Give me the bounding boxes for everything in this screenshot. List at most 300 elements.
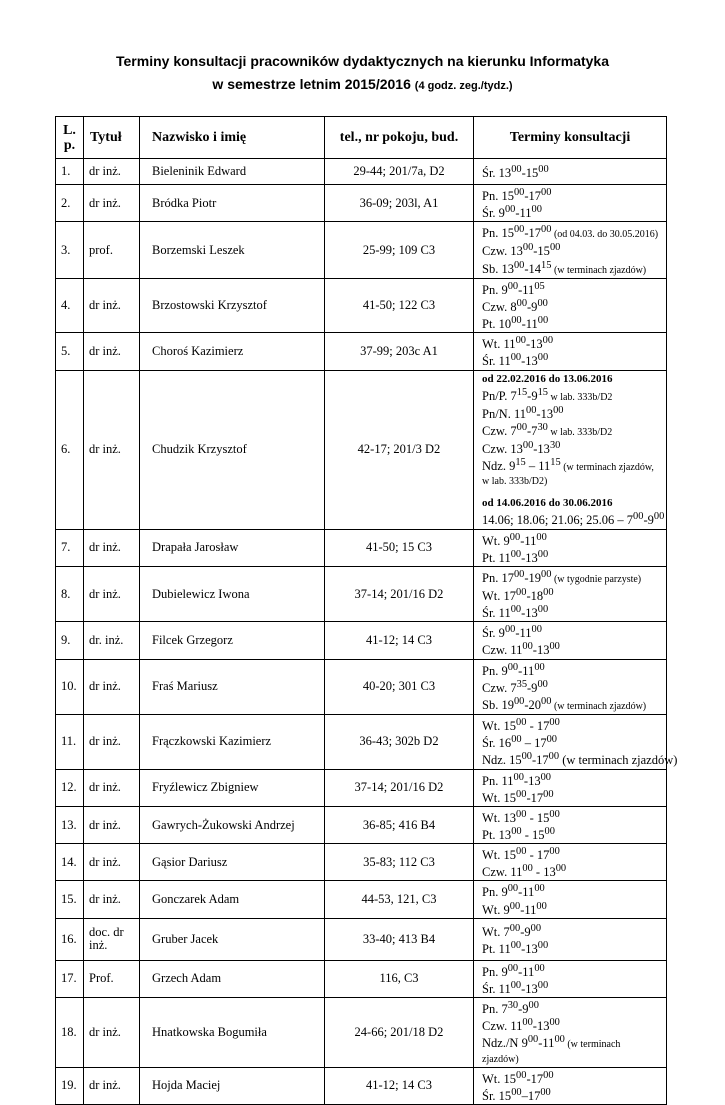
time-minutes: 00 [534, 962, 545, 974]
table-row [56, 918, 667, 960]
row-number: 17. [56, 960, 84, 997]
time-minutes: 30 [537, 421, 548, 433]
employee-name: Dubielewicz Iwona [140, 566, 325, 621]
term-line [482, 297, 663, 314]
term-text: Ndz./N 9 [482, 1036, 528, 1051]
time-minutes: 00 [534, 661, 545, 673]
table-row [56, 960, 667, 997]
term-text: -11 [538, 1036, 555, 1051]
term-line [482, 1086, 663, 1103]
row-number: 4. [56, 278, 84, 332]
academic-title: doc. dr inż. [84, 918, 140, 960]
term-text: -17 [524, 189, 542, 204]
phone-room-building: 37-14; 201/16 D2 [325, 769, 474, 806]
row-number: 10. [56, 659, 84, 714]
employee-name: Grzech Adam [140, 960, 325, 997]
phone-room-building: 36-43; 302b D2 [325, 715, 474, 769]
time-minutes: 15 [550, 457, 561, 469]
time-minutes: 00 [513, 224, 525, 236]
time-minutes: 00 [541, 695, 552, 707]
time-minutes: 00 [507, 661, 519, 673]
consultation-terms [474, 159, 667, 185]
consultation-terms [474, 1067, 667, 1104]
term-text: Pn. 15 [482, 226, 514, 241]
time-minutes: 00 [509, 923, 521, 935]
term-text: Wt. 7 [482, 925, 510, 940]
academic-title: dr inż. [84, 1067, 140, 1104]
row-number: 7. [56, 529, 84, 566]
time-minutes: 00 [510, 548, 522, 560]
time-minutes: 00 [513, 568, 525, 580]
term-text: –17 [521, 1088, 541, 1103]
time-minutes: 00 [511, 826, 522, 837]
employee-name: Borzemski Leszek [140, 222, 325, 278]
document-subtitle [0, 76, 725, 92]
employee-name: Gruber Jacek [140, 918, 325, 960]
term-line [482, 548, 663, 565]
term-line [482, 623, 663, 640]
term-text: -13 [523, 773, 541, 788]
time-minutes: 00 [553, 404, 564, 416]
consultation-table [55, 116, 678, 1105]
term-text: – 11 [525, 459, 551, 474]
term-text: -11 [521, 317, 538, 332]
consultation-terms [474, 185, 667, 222]
term-text: -11 [520, 902, 537, 917]
term-text: - 17 [526, 848, 550, 863]
term-text: (w terminach zjazdów) [559, 753, 678, 768]
table-row [56, 844, 667, 881]
phone-room-building: 37-99; 203c A1 [325, 333, 474, 370]
consultation-terms [474, 529, 667, 566]
academic-title: dr inż. [84, 370, 140, 529]
term-text: -9 [527, 680, 538, 695]
time-minutes: 05 [534, 280, 545, 292]
term-note: (w tygodnie parzyste) [551, 573, 642, 585]
title-line-1: Terminy konsultacji pracowników dydaktycznych na kierunku Informatyka [116, 53, 609, 69]
time-minutes: 00 [509, 531, 521, 543]
term-text: Wt. 15 [482, 1071, 517, 1086]
time-minutes: 00 [504, 624, 516, 636]
time-minutes: 00 [546, 734, 557, 746]
time-minutes: 00 [537, 678, 548, 690]
term-line [482, 939, 663, 956]
term-text: -17 [526, 790, 544, 805]
term-text: - 15 [526, 811, 550, 825]
term-line [482, 922, 663, 939]
time-minutes: 00 [543, 788, 554, 800]
term-line [482, 678, 663, 695]
time-minutes: 00 [536, 900, 547, 912]
phone-room-building: 24-66; 201/18 D2 [325, 998, 474, 1067]
date-range-heading: od 22.02.2016 do 13.06.2016 [482, 372, 613, 385]
term-line [482, 862, 663, 879]
term-line [482, 386, 663, 404]
time-minutes: 00 [541, 187, 552, 198]
term-line [482, 421, 663, 439]
term-text: -13 [536, 406, 554, 421]
table-row [56, 622, 667, 659]
term-text: Pn. 15 [482, 189, 514, 204]
term-text: Śr. 11 [482, 982, 511, 997]
time-minutes: 15 [516, 386, 528, 398]
time-minutes: 00 [549, 242, 561, 254]
employee-name: Chudzik Krzysztof [140, 370, 325, 529]
consultation-terms [474, 333, 667, 370]
time-minutes: 00 [548, 751, 560, 763]
term-text: -9 [520, 925, 531, 940]
term-text: Śr. 15 [482, 1088, 512, 1103]
term-line [482, 825, 663, 842]
academic-title: dr inż. [84, 844, 140, 881]
header-phone-room: tel., nr pokoju, bud. [325, 117, 474, 159]
term-note: (w terminach zjazdów, [560, 462, 654, 474]
term-text: - 13 [532, 865, 556, 880]
consultation-terms [474, 566, 667, 621]
term-line [482, 186, 663, 203]
row-number: 16. [56, 918, 84, 960]
time-minutes: 00 [513, 771, 524, 783]
term-text: -15 [521, 166, 539, 181]
term-text: -17 [524, 226, 542, 241]
academic-title: dr inż. [84, 881, 140, 918]
time-minutes: 00 [526, 404, 537, 416]
consultation-terms [474, 715, 678, 769]
term-text: Wt. 17 [482, 589, 517, 604]
row-number: 11. [56, 715, 84, 769]
time-minutes: 00 [541, 568, 552, 580]
term-line [482, 1069, 663, 1086]
time-minutes: 00 [515, 335, 526, 347]
time-minutes: 00 [516, 717, 527, 729]
time-minutes: 00 [522, 641, 533, 653]
table-row [56, 333, 667, 370]
time-minutes: 00 [537, 979, 549, 991]
term-line [482, 223, 663, 241]
term-text: Śr. 9 [482, 206, 505, 221]
term-line [482, 334, 663, 351]
term-text: Pn/N. 11 [482, 406, 526, 421]
term-line [482, 404, 663, 421]
time-minutes: 15 [541, 259, 552, 271]
row-number: 14. [56, 844, 84, 881]
term-text: -11 [518, 663, 535, 678]
term-text: Pt. 11 [482, 942, 511, 957]
row-number: 18. [56, 998, 84, 1067]
employee-name: Fryźlewicz Zbigniew [140, 769, 325, 806]
term-text: -7 [527, 424, 538, 439]
table-row [56, 566, 667, 621]
term-text: -11 [515, 206, 532, 221]
phone-room-building: 44-53, 121, C3 [325, 881, 474, 918]
time-minutes: 00 [537, 548, 549, 560]
time-minutes: 00 [549, 717, 560, 729]
title-line-2: w semestrze letnim 2015/2016 [212, 76, 411, 92]
consultation-terms [474, 659, 667, 714]
term-text: Wt. 9 [482, 902, 510, 917]
term-line [482, 1016, 663, 1033]
term-line [482, 241, 663, 258]
consultation-terms [474, 622, 667, 659]
header-name: Nazwisko i imię [140, 117, 325, 159]
time-minutes: 00 [516, 808, 527, 820]
table-row [56, 529, 667, 566]
header-lp: L. p. [56, 117, 84, 159]
time-minutes: 00 [527, 1034, 539, 1046]
term-text: Wt. 15 [482, 848, 517, 863]
term-line [482, 474, 663, 488]
term-text: Ndz. 9 [482, 459, 516, 474]
term-line [482, 568, 663, 586]
term-line [482, 496, 663, 510]
time-minutes: 00 [516, 297, 528, 309]
term-text: -13 [525, 337, 543, 352]
time-minutes: 35 [516, 678, 528, 690]
term-text: -11 [520, 533, 537, 548]
header-terms: Terminy konsultacji [474, 117, 667, 159]
time-minutes: 00 [522, 1017, 533, 1029]
employee-name: Brzostowski Krzysztof [140, 278, 325, 332]
term-text: Czw. 13 [482, 244, 523, 259]
table-row [56, 806, 667, 843]
time-minutes: 00 [531, 624, 542, 636]
phone-room-building: 35-83; 112 C3 [325, 844, 474, 881]
term-text: -17 [531, 753, 549, 768]
term-text: Pn. 7 [482, 1002, 508, 1017]
time-minutes: 00 [504, 204, 516, 216]
time-minutes: 00 [549, 1017, 560, 1029]
phone-room-building: 37-14; 201/16 D2 [325, 566, 474, 621]
time-minutes: 00 [516, 586, 527, 598]
term-text: Pn. 9 [482, 663, 508, 678]
term-text: Pn. 9 [482, 282, 508, 297]
phone-room-building: 41-50; 15 C3 [325, 529, 474, 566]
consultation-terms [474, 278, 667, 332]
time-minutes: 00 [521, 751, 532, 763]
employee-name: Gonczarek Adam [140, 881, 325, 918]
term-line [482, 586, 663, 603]
term-text: Ndz. 15 [482, 753, 522, 768]
term-note: (od 04.03. do 30.05.2016) [551, 229, 659, 241]
consultation-terms [474, 769, 667, 806]
term-line [482, 163, 663, 180]
row-number: 15. [56, 881, 84, 918]
time-minutes: 30 [507, 1000, 519, 1012]
consultation-terms [474, 881, 667, 918]
time-minutes: 00 [536, 531, 547, 543]
term-text: Czw. 11 [482, 643, 523, 658]
term-note: (w terminach zjazdów) [551, 264, 647, 276]
academic-title: dr inż. [84, 998, 140, 1067]
term-text: -14 [524, 261, 542, 276]
term-line [482, 750, 678, 768]
time-minutes: 00 [554, 1034, 565, 1046]
row-number: 13. [56, 806, 84, 843]
time-minutes: 00 [633, 511, 644, 523]
consultation-terms [474, 918, 667, 960]
phone-room-building: 25-99; 109 C3 [325, 222, 474, 278]
time-minutes: 00 [555, 863, 567, 875]
table-row [56, 1067, 667, 1104]
table-row [56, 278, 667, 332]
term-text: -18 [526, 589, 544, 604]
term-line [482, 845, 663, 862]
time-minutes: 00 [507, 280, 519, 292]
term-line [482, 900, 663, 917]
term-line [482, 808, 663, 825]
term-text: -13 [533, 442, 550, 457]
phone-room-building: 41-50; 122 C3 [325, 278, 474, 332]
academic-title: dr inż. [84, 185, 140, 222]
consultation-terms [474, 844, 667, 881]
term-note: w lab. 333b/D2) [482, 476, 548, 488]
title-hours-note: (4 godz. zeg./tydz.) [414, 80, 513, 92]
table-row [56, 159, 667, 185]
term-text: Śr. 16 [482, 736, 512, 751]
time-minutes: 00 [549, 641, 560, 653]
term-text: -13 [521, 606, 538, 621]
time-minutes: 00 [543, 586, 554, 598]
employee-name: Drapała Jarosław [140, 529, 325, 566]
term-text: 14.06; 18.06; 21.06; 25.06 – 7 [482, 513, 634, 528]
academic-title: dr inż. [84, 278, 140, 332]
term-line [482, 456, 663, 474]
term-text: -13 [521, 942, 538, 957]
term-line [482, 661, 663, 678]
table-row [56, 998, 667, 1067]
term-text: Wt. 13 [482, 811, 517, 825]
consultation-terms [474, 222, 667, 278]
time-minutes: 15 [537, 386, 548, 398]
term-text: Czw. 11 [482, 865, 523, 880]
academic-title: dr inż. [84, 159, 140, 185]
term-text: -15 [533, 244, 550, 259]
phone-room-building: 36-85; 416 B4 [325, 806, 474, 843]
term-text: -9 [518, 1002, 529, 1017]
row-number: 2. [56, 185, 84, 222]
time-minutes: 00 [653, 511, 665, 523]
row-number: 9. [56, 622, 84, 659]
time-minutes: 00 [511, 163, 522, 175]
academic-title: dr inż. [84, 566, 140, 621]
term-text: -9 [527, 300, 538, 315]
term-text: Pt. 11 [482, 550, 511, 565]
term-text: -20 [524, 698, 542, 713]
term-text: Pn. 9 [482, 885, 508, 900]
employee-name: Fraś Mariusz [140, 659, 325, 714]
academic-title: dr inż. [84, 806, 140, 843]
employee-name: Hojda Maciej [140, 1067, 325, 1104]
term-line [482, 882, 663, 899]
phone-room-building: 36-09; 203l, A1 [325, 185, 474, 222]
term-note: (w terminach zjazdów) [551, 701, 647, 713]
table-row [56, 370, 667, 529]
term-text: Wt. 9 [482, 533, 510, 548]
term-text: - 17 [526, 719, 550, 734]
employee-name: Gąsior Dariusz [140, 844, 325, 881]
term-text: Wt. 15 [482, 790, 517, 805]
term-text: -11 [518, 885, 535, 900]
term-line [482, 962, 663, 979]
term-text: - 15 [521, 828, 545, 843]
term-text: – 17 [521, 736, 547, 751]
term-text: Śr. 9 [482, 626, 505, 641]
term-text: Czw. 13 [482, 442, 523, 457]
time-minutes: 00 [513, 187, 525, 198]
row-number: 3. [56, 222, 84, 278]
time-minutes: 00 [537, 604, 549, 616]
term-text: -11 [518, 964, 535, 979]
row-number: 6. [56, 370, 84, 529]
time-minutes: 30 [549, 440, 561, 452]
term-text: -19 [524, 570, 542, 585]
employee-name: Bieleninik Edward [140, 159, 325, 185]
term-line [482, 716, 663, 733]
time-minutes: 00 [511, 1086, 522, 1098]
employee-name: Gawrych-Żukowski Andrzej [140, 806, 325, 843]
phone-room-building: 33-40; 413 B4 [325, 918, 474, 960]
employee-name: Frączkowski Kazimierz [140, 715, 325, 769]
employee-name: Bródka Piotr [140, 185, 325, 222]
term-line [482, 979, 663, 996]
term-text: Czw. 7 [482, 424, 517, 439]
term-text: Czw. 11 [482, 1019, 523, 1034]
row-number: 1. [56, 159, 84, 185]
term-note: zjazdów) [482, 1053, 519, 1065]
time-minutes: 00 [544, 826, 555, 837]
time-minutes: 00 [531, 204, 542, 216]
time-minutes: 00 [542, 335, 554, 347]
phone-room-building: 29-44; 201/7a, D2 [325, 159, 474, 185]
time-minutes: 00 [537, 940, 549, 952]
time-minutes: 00 [549, 808, 560, 820]
time-minutes: 00 [507, 883, 519, 895]
time-minutes: 00 [513, 259, 525, 271]
employee-name: Choroś Kazimierz [140, 333, 325, 370]
phone-room-building: 41-12; 14 C3 [325, 622, 474, 659]
time-minutes: 00 [537, 297, 548, 309]
academic-title: dr inż. [84, 659, 140, 714]
academic-title: dr inż. [84, 529, 140, 566]
term-text: -17 [526, 1071, 544, 1086]
phone-room-building: 116, C3 [325, 960, 474, 997]
row-number: 8. [56, 566, 84, 621]
term-text: Pn. 9 [482, 964, 508, 979]
term-text: -9 [527, 388, 538, 403]
term-line [482, 640, 663, 657]
time-minutes: 00 [540, 1086, 551, 1098]
phone-room-building: 41-12; 14 C3 [325, 1067, 474, 1104]
term-text: -13 [521, 550, 538, 565]
time-minutes: 00 [522, 863, 533, 875]
time-minutes: 00 [516, 788, 527, 800]
term-text: -11 [518, 282, 535, 297]
time-minutes: 00 [511, 315, 522, 327]
time-minutes: 00 [549, 846, 560, 858]
table-header-row [56, 117, 667, 159]
table-row [56, 715, 667, 769]
time-minutes: 00 [510, 979, 522, 991]
consultation-terms [474, 370, 667, 529]
time-minutes: 00 [509, 900, 521, 912]
term-line [482, 531, 663, 548]
consultation-terms [474, 960, 667, 997]
document-title [0, 53, 725, 69]
term-text: -9 [643, 513, 654, 528]
time-minutes: 00 [538, 163, 549, 175]
term-line [482, 510, 663, 527]
time-minutes: 15 [515, 457, 526, 469]
